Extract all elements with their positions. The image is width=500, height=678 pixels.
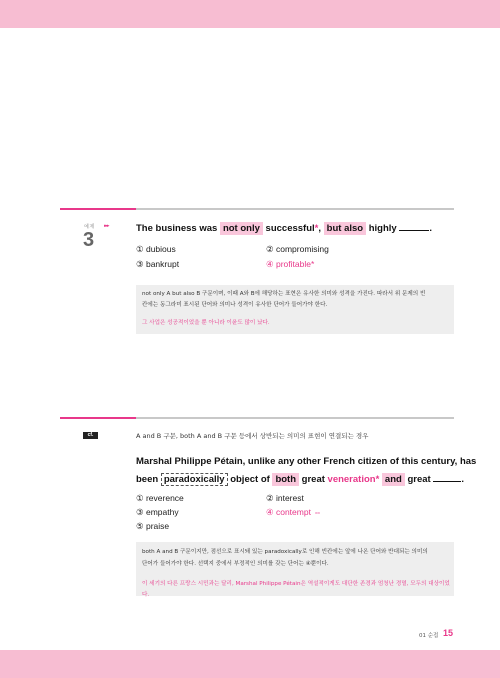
example-divider	[60, 208, 454, 210]
cf-explanation-line-1: both A and B 구문이지만, 점선으로 표시돼 있는 paradoxically로 인해 빈칸에는 앞에 나온 단어와 반대되는 의미의	[142, 549, 428, 555]
option-3[interactable]: ③ bankrupt	[136, 259, 180, 269]
cf-sentence-line-1: Marshal Philippe Pétain, unlike any other French citizen of this century, has	[136, 456, 477, 467]
example-explanation-box	[136, 285, 454, 334]
top-band	[0, 0, 500, 28]
example-label: 예제	[84, 224, 95, 230]
cf-option-2[interactable]: ② interest	[266, 493, 304, 503]
translation: 그 사업은 성공적이었을 뿐 아니라 이윤도 많이 났다.	[142, 320, 270, 326]
highlight-both: both	[272, 473, 299, 486]
arrow-icons: ▸▸▸	[104, 223, 109, 229]
cf-explanation-line-2: 단어가 들어가야 한다. 선택지 중에서 부정적인 의미를 갖는 단어는 ④뿐이다.	[142, 561, 329, 567]
cf-option-5[interactable]: ⑤ praise	[136, 521, 170, 531]
cf-answer-blank	[433, 473, 461, 482]
cf-sentence-line-2: been paradoxically object of both great veneration* and great .	[136, 474, 464, 485]
cf-divider	[60, 417, 454, 419]
option-4-correct[interactable]: ④ profitable*	[266, 259, 315, 269]
highlight-but-also: but also	[324, 222, 366, 235]
explanation-line-1: not only A but also B 구문이며, 이때 A와 B에 해당하는 표현은 유사한 의미와 성격을 가진다. 따라서 위 문제의 빈	[142, 291, 426, 297]
paradoxically-box: paradoxically	[161, 473, 228, 486]
cf-heading: A and B 구문, both A and B 구문 등에서 상반되는 의미의 표현이 연결되는 경우	[136, 432, 369, 440]
explanation-line-2: 칸에는 동그라미 표시된 단어와 의미나 성격이 유사한 단어가 들어가야 한다.	[142, 302, 328, 308]
example-sentence: The business was not only successful*, but also highly .	[136, 223, 432, 234]
highlight-and: and	[382, 473, 405, 486]
cf-option-1[interactable]: ① reverence	[136, 493, 184, 503]
cf-explanation-box	[136, 542, 454, 596]
bottom-band	[0, 650, 500, 678]
example-number: 3	[83, 229, 95, 251]
page-number: 15	[443, 628, 454, 638]
cf-option-4-correct[interactable]: ④ contempt ⇔	[266, 507, 322, 517]
highlight-not-only: not only	[220, 222, 263, 235]
answer-blank	[399, 222, 429, 231]
section-label: 01 순접	[419, 633, 439, 639]
option-1[interactable]: ① dubious	[136, 244, 176, 254]
option-2[interactable]: ② compromising	[266, 244, 329, 254]
cf-tag: cf.	[83, 432, 98, 439]
cf-translation: 이 세기의 다른 프랑스 시민과는 달리, Marshal Philippe Pétain은 역설적이게도 대단한 존경과 엄청난 경멸, 모두의 대상이었다.	[142, 581, 450, 598]
cf-option-3[interactable]: ③ empathy	[136, 507, 179, 517]
